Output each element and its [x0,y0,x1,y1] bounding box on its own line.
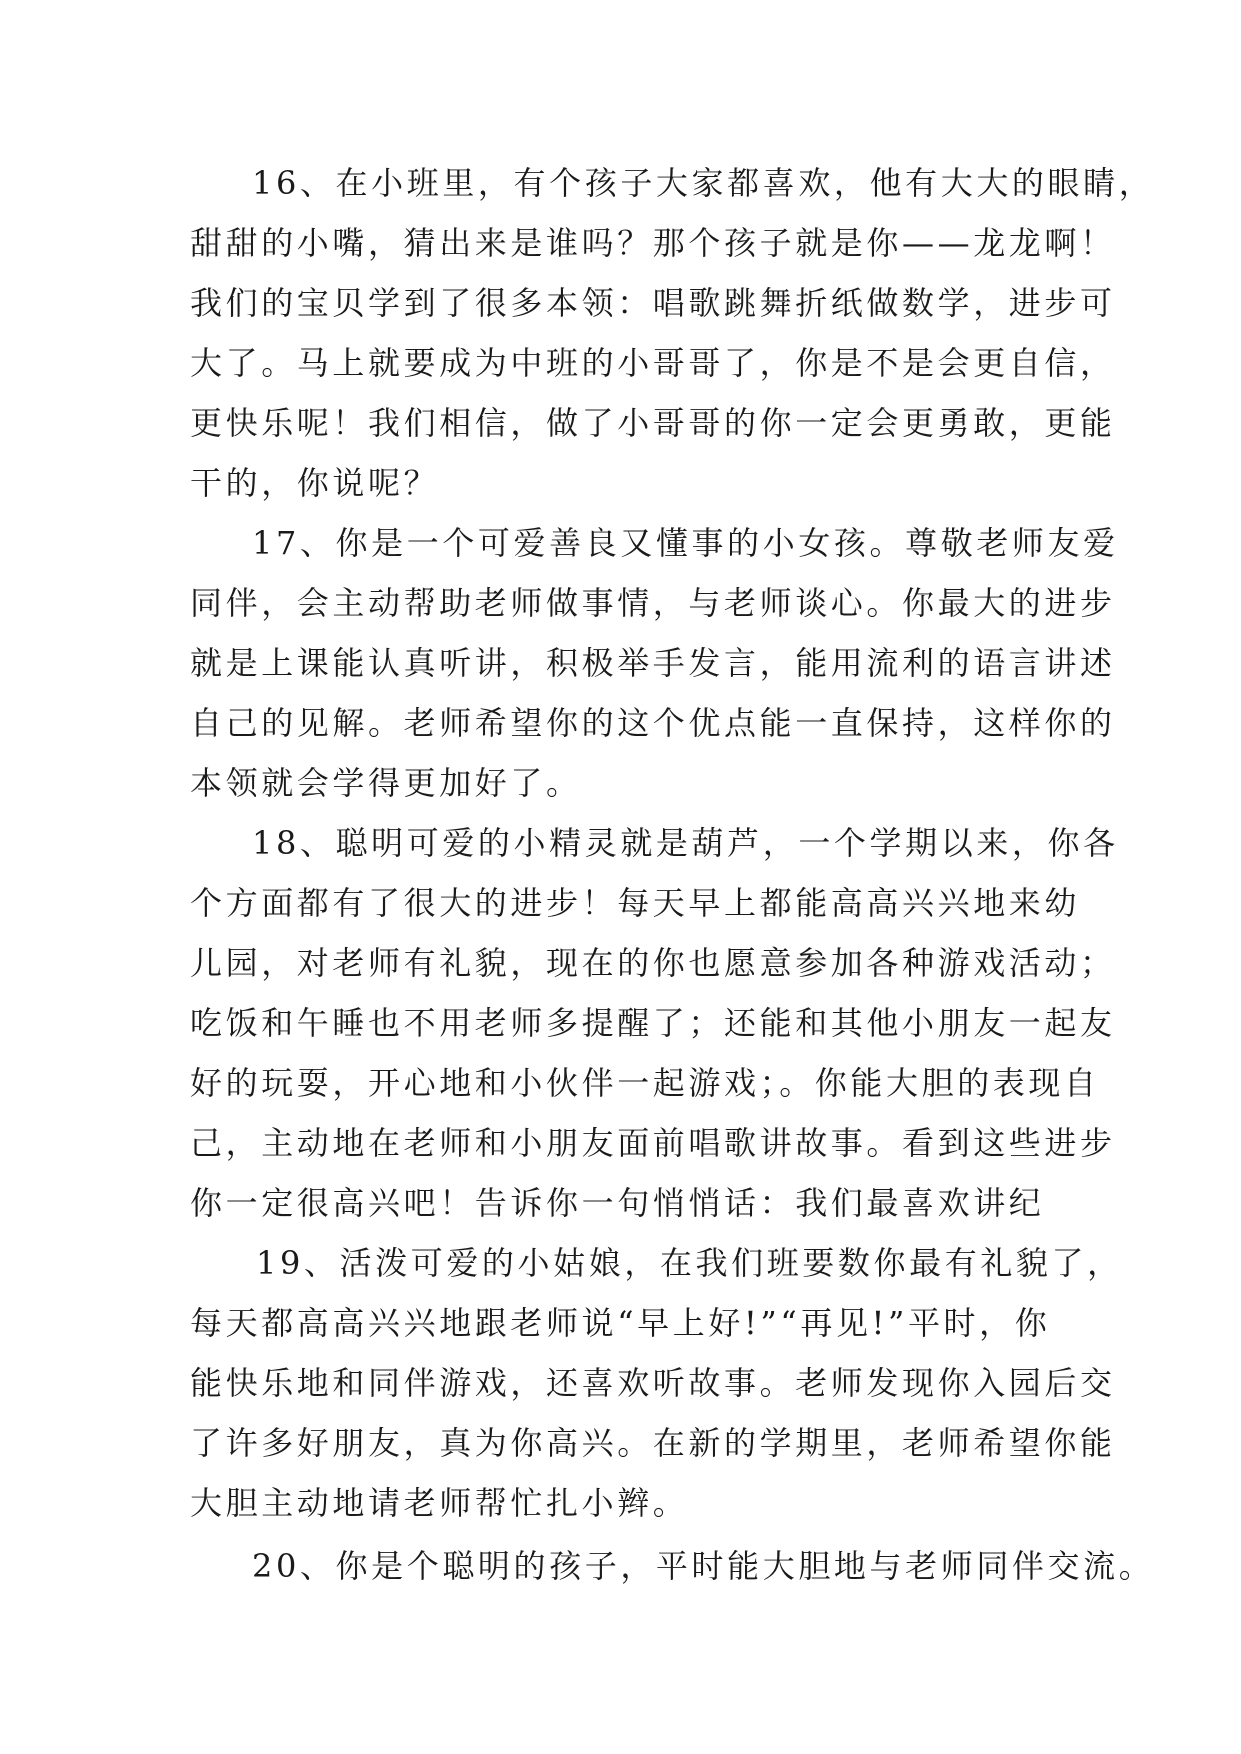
paragraph-line: 吃饭和午睡也不用老师多提醒了；还能和其他小朋友一起友 [190,1004,1116,1042]
paragraph-line: 个方面都有了很大的进步！每天早上都能高高兴兴地来幼 [190,884,1081,922]
paragraph-line: 我们的宝贝学到了很多本领：唱歌跳舞折纸做数学，进步可 [190,284,1116,322]
paragraph-line: 19、活泼可爱的小姑娘，在我们班要数你最有礼貌了， [256,1244,1123,1282]
paragraph-line: 自己的见解。老师希望你的这个优点能一直保持，这样你的 [190,704,1116,742]
paragraph-line: 大胆主动地请老师帮忙扎小辫。 [190,1484,689,1522]
paragraph-line: 每天都高高兴兴地跟老师说“早上好!”“再见!”平时，你 [190,1304,1051,1342]
paragraph-line: 大了。马上就要成为中班的小哥哥了，你是不是会更自信， [190,344,1116,382]
paragraph-line: 好的玩耍，开心地和小伙伴一起游戏；。你能大胆的表现自 [190,1064,1100,1102]
paragraph-line: 你一定很高兴吧！告诉你一句悄悄话：我们最喜欢讲纪 [190,1184,1045,1222]
paragraph-line: 同伴，会主动帮助老师做事情，与老师谈心。你最大的进步 [190,584,1116,622]
paragraph-line: 甜甜的小嘴，猜出来是谁吗？那个孩子就是你——龙龙啊！ [190,224,1116,262]
paragraph-line: 儿园，对老师有礼貌，现在的你也愿意参加各种游戏活动； [190,944,1116,982]
paragraph-line: 17、你是一个可爱善良又懂事的小女孩。尊敬老师友爱 [252,524,1119,562]
paragraph-line: 己，主动地在老师和小朋友面前唱歌讲故事。看到这些进步 [190,1124,1116,1162]
paragraph-line: 更快乐呢！我们相信，做了小哥哥的你一定会更勇敢，更能 [190,404,1116,442]
paragraph-line: 就是上课能认真听讲，积极举手发言，能用流利的语言讲述 [190,644,1116,682]
paragraph-line: 了许多好朋友，真为你高兴。在新的学期里，老师希望你能 [190,1424,1116,1462]
paragraph-line: 干的，你说呢？ [190,464,440,502]
paragraph-line: 16、在小班里，有个孩子大家都喜欢，他有大大的眼睛， [252,164,1155,202]
paragraph-line: 能快乐地和同伴游戏，还喜欢听故事。老师发现你入园后交 [190,1364,1116,1402]
paragraph-line: 20、你是个聪明的孩子，平时能大胆地与老师同伴交流。 [252,1547,1155,1585]
paragraph-line: 18、聪明可爱的小精灵就是葫芦，一个学期以来，你各 [252,824,1119,862]
paragraph-line: 本领就会学得更加好了。 [190,764,582,802]
